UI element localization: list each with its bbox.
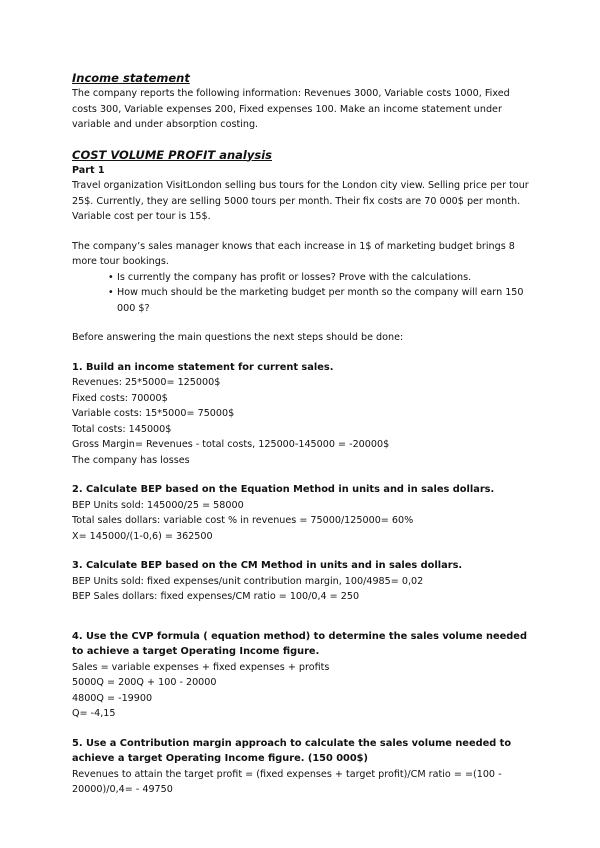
step-2-line: X= 145000/(1-0,6) = 362500 [72,530,213,542]
sales-manager-text: The company’s sales manager knows that each increase in 1$ of marketing budget brings 8 more tour bookings. [72,240,515,267]
step-2-line: BEP Units sold: 145000/25 = 58000 [72,499,244,511]
step-1-line: Variable costs: 15*5000= 75000$ [72,408,235,419]
step-1-heading: 1. Build an income statement for current sales. [72,361,334,373]
step-3-line: BEP Sales dollars: fixed expenses/CM ratio = 100/0,4 = 250 [72,591,360,602]
step-1-line: Revenues: 25*5000= 125000$ [72,377,221,388]
step-1-line: Total costs: 145000$ [72,423,172,435]
step-1-line: Gross Margin= Revenues - total costs, 125000-145000 = -20000$ [72,439,390,450]
step-3-heading: 3. Calculate BEP based on the CM Method in units and in sales dollars. [72,560,463,571]
step-1-line: The company has losses [72,454,190,466]
step-2-heading: 2. Calculate BEP based on the Equation Method in units and in sales dollars. [72,484,495,495]
income-statement-title: Income statement [72,71,190,85]
cvp-title: COST VOLUME PROFIT analysis [72,147,272,162]
step-3-line: BEP Units sold: fixed expenses/unit contribution margin, 100/4985= 0,02 [72,575,424,587]
step-4-line: 4800Q = -19900 [72,692,153,704]
step-5-line: Revenues to attain the target profit = (fixed expenses + target profit)/CM ratio = =(100 - 20000)/0,4= - 49750 [72,768,502,795]
before-answering-text: Before answering the main questions the next steps should be done: [72,332,404,343]
list-item: • How much should be the marketing budget per month so the company will earn 150 000 $? [108,285,532,316]
step-1-line: Fixed costs: 70000$ [72,392,168,404]
step-2-line: Total sales dollars: variable cost % in revenues = 75000/125000= 60% [72,515,414,526]
list-item: • Is currently the company has profit or losses? Prove with the calculations. [108,270,532,286]
step-4-line: 5000Q = 200Q + 100 - 20000 [72,677,217,688]
step-4-line: Q= -4,15 [72,708,116,719]
income-statement-body: The company reports the following information: Revenues 3000, Variable costs 1000, Fixed costs 300, Variable expenses 200, Fixed expenses 100. Make an income statement under variable and under absorption costing. [72,88,510,130]
part-label: Part 1 [72,164,105,176]
cvp-intro: Travel organization VisitLondon selling bus tours for the London city view. Selling price per tour 25$. Currently, they are selling 5000 tours per month. Their fix costs are 70 000$ per month. Variable cost per tour is 15$. [72,180,529,222]
step-4-line: Sales = variable expenses + fixed expenses + profits [72,661,330,673]
step-4-heading: 4. Use the CVP formula ( equation method) to determine the sales volume needed to achieve a target Operating Income figure. [72,630,527,657]
step-5-heading: 5. Use a Contribution margin approach to calculate the sales volume needed to achieve a target Operating Income figure. (150 000$) [72,737,512,764]
document-page [72,70,532,798]
question-list [72,270,532,317]
